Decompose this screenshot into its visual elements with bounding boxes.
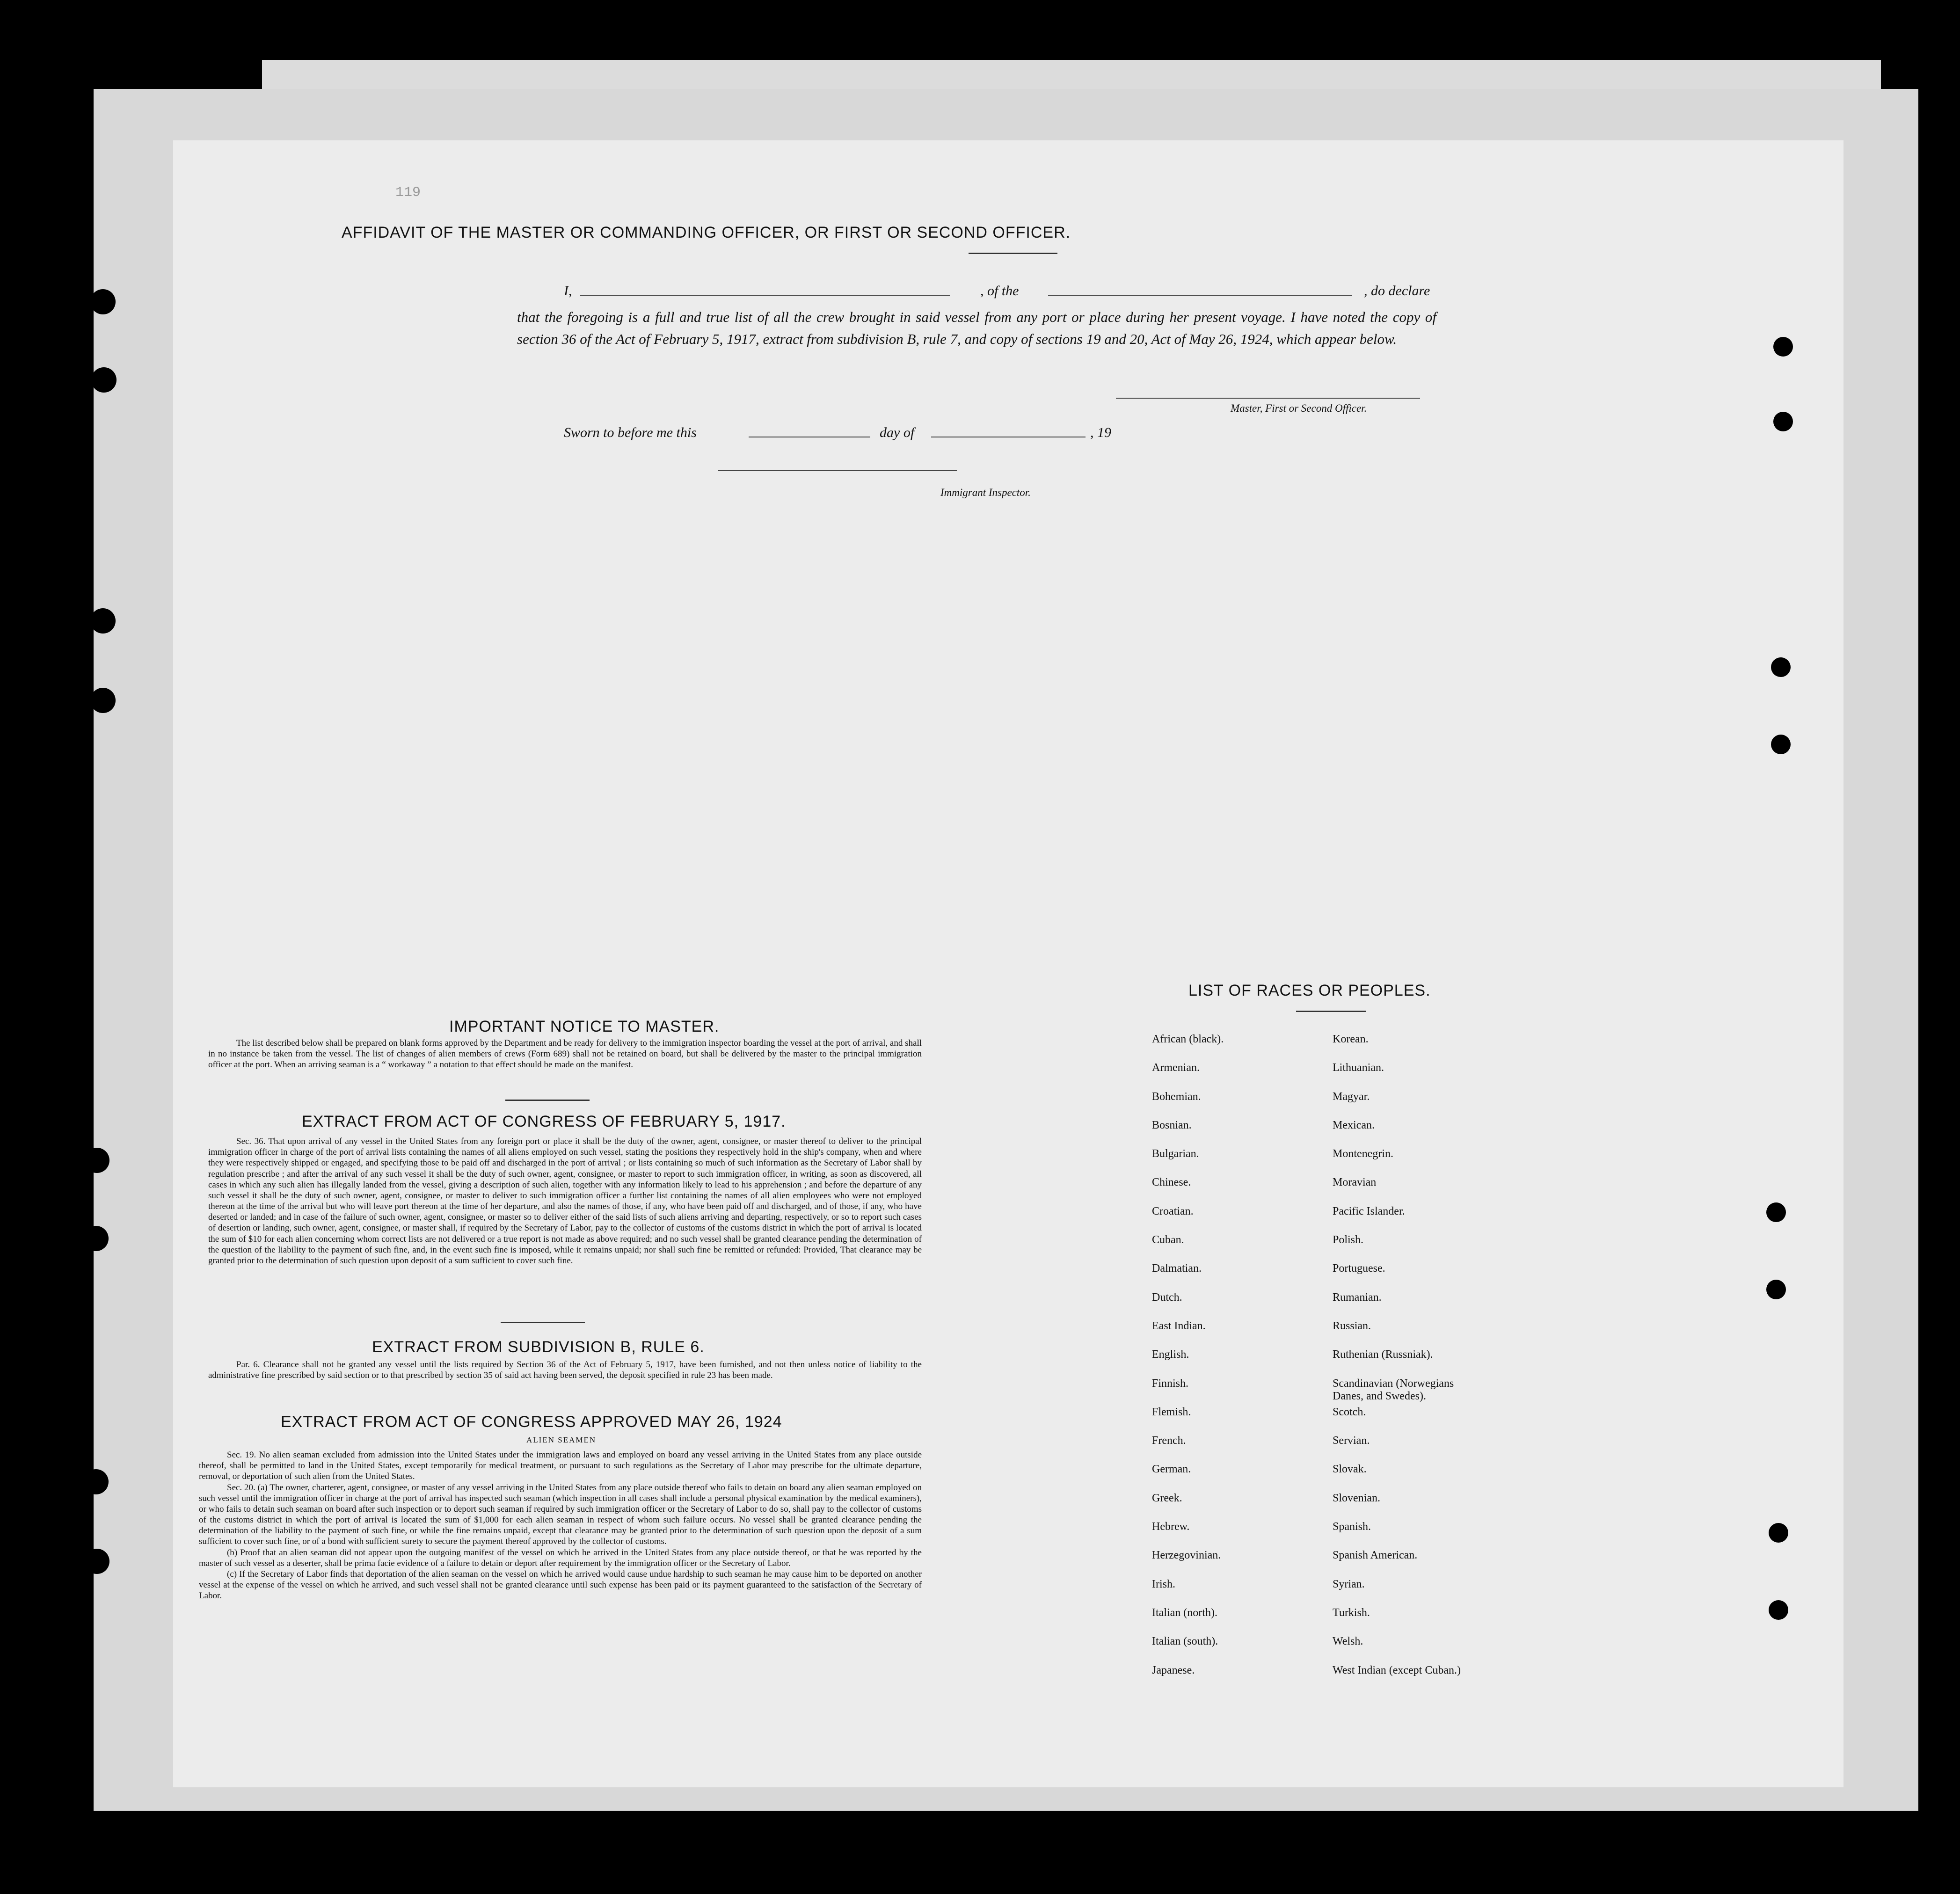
- inspector-label: Immigrant Inspector.: [940, 487, 1031, 498]
- race-item: East Indian.: [1152, 1319, 1206, 1332]
- punch-hole: [1771, 657, 1791, 677]
- punch-hole: [1771, 735, 1791, 754]
- race-item: Spanish.: [1333, 1521, 1371, 1533]
- race-item: Chinese.: [1152, 1176, 1191, 1189]
- races-right-column: [1333, 1033, 1529, 1693]
- sec20b-text: (b) Proof that an alien seaman did not appear upon the outgoing manifest of the vessel on which he arrived in the United States from any place outside thereof, or that he was reported by the master of such vessel as a deserter, shall be prima facie evidence of a failure to detain or deport after requirement by the immigration officer or the Secretary of Labor.: [199, 1547, 922, 1568]
- punch-hole: [90, 289, 116, 314]
- race-item: Bosnian.: [1152, 1119, 1192, 1131]
- race-item: Pacific Islander.: [1333, 1205, 1405, 1217]
- race-item: Dutch.: [1152, 1291, 1182, 1304]
- race-item: English.: [1152, 1348, 1189, 1361]
- affidavit-i-label: I,: [564, 283, 572, 299]
- punch-hole: [91, 367, 117, 393]
- notice-body: [208, 1038, 922, 1071]
- race-item: Japanese.: [1152, 1664, 1195, 1676]
- race-item: Welsh.: [1333, 1635, 1363, 1648]
- punch-hole: [90, 608, 116, 634]
- extract-1924-title: EXTRACT FROM ACT OF CONGRESS APPROVED MAY 26, 1924: [281, 1413, 782, 1431]
- alien-seamen-subtitle: ALIEN SEAMEN: [526, 1435, 597, 1444]
- extract-1917-text: Sec. 36. That upon arrival of any vessel in the United States from any foreign port or place it shall be the duty of the owner, agent, consignee, or master thereof to deliver to the principal immigration officer in charge of the port of arrival lists containing the names of all aliens employed on such vessel, stating the positions they respectively hold in the ship's company, when and where they were respectively shipped or engaged, and specifying those to be paid off and discharged in the port of arrival ; or lists containing so much of such information as the Secretary of Labor shall by regulation prescribe ; and after the arrival of any such vessel it shall be the duty of such owner, agent, consignee, or master to report to such immigration officer, in writing, as soon as discovered, all cases in which any such alien has illegally landed from the vessel, giving a description of such alien, together with any information likely to lead to his apprehension ; and before the departure of any such vessel it shall be the duty of such owner, agent, consignee, or master to deliver to such immigration officer a further list containing the names of all alien employees who were not employed thereon at the time of the arrival but who will leave port thereon at the time of her departure, and also the names of those, if any, who have been paid off and discharged, and of those, if any, who have deserted or landed; and in case of the failure of such owner, agent, consignee, or master so to deliver either of the said lists of such aliens arriving and departing, respectively, or so to report such cases of desertion or landing, such owner, agent, consignee, or master shall, if required by the Secretary of Labor, pay to the collector of customs of the customs district in which the port of arrival is located the sum of $10 for each alien concerning whom correct lists are not delivered or a true report is not made as above required; and no such vessel shall be granted clearance pending the determination of the question of the liability to the payment of such fine, and, in the event such fine is imposed, while it remains unpaid; nor shall such fine be remitted or refunded: Provided, That clearance may be granted prior to the determination of such question upon deposit of a sum sufficient to cover such fine.: [208, 1136, 922, 1266]
- notice-text: The list described below shall be prepared on blank forms approved by the Department and be ready for delivery to the immigration inspector boarding the vessel at the port of arrival, and shall in no instance be taken from the vessel. The list of changes of alien members of crews (Form 689) shall not be retained on board, but shall be delivered by the master to the principal immigration officer at the port. When an arriving seaman is a “ workaway ” a notation to that effect should be made on the manifest.: [208, 1038, 922, 1070]
- punch-hole: [1766, 1280, 1786, 1299]
- race-item: Herzegovinian.: [1152, 1549, 1221, 1562]
- punch-hole: [1773, 337, 1793, 357]
- races-title-rule: [1296, 1011, 1366, 1012]
- inspector-signature-line: [718, 470, 957, 471]
- rule6-body: [208, 1359, 922, 1381]
- section-rule: [501, 1322, 585, 1323]
- extract-1924-body: [199, 1450, 922, 1601]
- rule6-title: EXTRACT FROM SUBDIVISION B, RULE 6.: [372, 1338, 705, 1356]
- race-item: Mexican.: [1333, 1119, 1375, 1131]
- page-number: 119: [395, 185, 421, 201]
- affidavit-title: AFFIDAVIT OF THE MASTER OR COMMANDING OFFICER, OR FIRST OR SECOND OFFICER.: [342, 224, 1071, 241]
- race-item: Bulgarian.: [1152, 1148, 1199, 1160]
- vessel-line: [1048, 295, 1352, 296]
- race-item: Flemish.: [1152, 1406, 1191, 1418]
- race-item: Lithuanian.: [1333, 1062, 1384, 1074]
- notice-title: IMPORTANT NOTICE TO MASTER.: [449, 1018, 720, 1035]
- title-rule: [969, 253, 1057, 254]
- race-item: Bohemian.: [1152, 1090, 1201, 1103]
- race-item: Polish.: [1333, 1234, 1364, 1246]
- affidavit-of-the-label: , of the: [980, 283, 1019, 299]
- race-item: Cuban.: [1152, 1234, 1184, 1246]
- race-item: Montenegrin.: [1333, 1148, 1393, 1160]
- punch-hole: [90, 688, 116, 713]
- punch-hole: [84, 1148, 109, 1173]
- punch-hole: [1769, 1600, 1788, 1620]
- race-item: Servian.: [1333, 1435, 1370, 1447]
- race-item: Moravian: [1333, 1176, 1377, 1189]
- race-item: Armenian.: [1152, 1062, 1200, 1074]
- extract-1917-body: [208, 1136, 922, 1266]
- races-title: LIST OF RACES OR PEOPLES.: [1188, 982, 1431, 999]
- race-item: Portuguese.: [1333, 1262, 1385, 1275]
- race-item: German.: [1152, 1463, 1191, 1476]
- race-item: Slovenian.: [1333, 1492, 1380, 1504]
- sec19-text: Sec. 19. No alien seaman excluded from admission into the United States under the immigration laws and employed on board any vessel arriving in the United States from any place outside thereof, shall be permitted to land in the United States, except temporarily for medical treatment, or pursuant to such regulations as the Secretary of Labor may prescribe for the ultimate departure, removal, or deportation of such alien from the United States.: [199, 1450, 922, 1482]
- race-item: Hebrew.: [1152, 1521, 1190, 1533]
- race-item: Finnish.: [1152, 1377, 1189, 1390]
- punch-hole: [1773, 412, 1793, 431]
- name-line: [580, 295, 950, 296]
- race-item: Russian.: [1333, 1319, 1371, 1332]
- race-item: Turkish.: [1333, 1606, 1370, 1619]
- race-item: Italian (north).: [1152, 1606, 1217, 1619]
- race-item: Rumanian.: [1333, 1291, 1382, 1304]
- race-item: Syrian.: [1333, 1578, 1365, 1590]
- sworn-label: Sworn to before me this: [564, 425, 697, 440]
- affidavit-text: that the foregoing is a full and true list of all the crew brought in said vessel from any port or place during her present voyage. I have noted the copy of section 36 of the Act of February 5, 1917, extract from subdivision B, rule 7, and copy of sections 19 and 20, Act of May 26, 1924, which appear below.: [517, 309, 1436, 347]
- race-item: Greek.: [1152, 1492, 1182, 1504]
- master-label: Master, First or Second Officer.: [1231, 402, 1367, 414]
- race-item: Scandinavian (Norwegians Danes, and Swedes).: [1333, 1377, 1454, 1403]
- extract-1917-title: EXTRACT FROM ACT OF CONGRESS OF FEBRUARY 5, 1917.: [302, 1113, 786, 1130]
- races-left-column: [1152, 1033, 1306, 1693]
- punch-hole: [1766, 1202, 1786, 1222]
- punch-hole: [83, 1469, 109, 1494]
- year-label: , 19: [1090, 425, 1111, 440]
- section-rule: [505, 1100, 590, 1101]
- race-item: Croatian.: [1152, 1205, 1194, 1217]
- race-item: Magyar.: [1333, 1090, 1370, 1103]
- race-item: Korean.: [1333, 1033, 1369, 1045]
- punch-hole: [84, 1549, 109, 1574]
- day-of-label: day of: [880, 425, 915, 440]
- race-item: Irish.: [1152, 1578, 1175, 1590]
- race-item: Slovak.: [1333, 1463, 1367, 1476]
- race-item: Ruthenian (Russniak).: [1333, 1348, 1433, 1361]
- race-item: Spanish American.: [1333, 1549, 1418, 1562]
- race-item: Italian (south).: [1152, 1635, 1218, 1648]
- punch-hole: [83, 1226, 109, 1251]
- sec20a-text: Sec. 20. (a) The owner, charterer, agent, consignee, or master of any vessel arriving in the United States from any place outside thereof who fails to detain on board any alien seaman employed on such vessel until the immigration officer in charge at the port of arrival has inspected such seaman (which inspection in all cases shall include a personal physical examination by the medical examiners), or who fails to detain such seaman on board after such inspection or to deport such seaman if required by such immigration officer or the Secretary of Labor to do so, shall pay to the collector of customs of the customs district in which the port of arrival is located the sum of $1,000 for each alien seaman in respect of whom such failure occurs. No vessel shall be granted clearance pending the determination of the liability to the payment of such fine, or while the fine remains unpaid, except that clearance may be granted prior to the determination of such question upon the deposit of a sum sufficient to cover such fine, or of a bond with sufficient surety to secure the payment thereof approved by the collector of customs.: [199, 1482, 922, 1547]
- race-item: Scotch.: [1333, 1406, 1366, 1418]
- sec20c-text: (c) If the Secretary of Labor finds that deportation of the alien seaman on the vessel on which he arrived would cause undue hardship to such seaman he may cause him to be deported on another vessel at the expense of the vessel on which he arrived, and such vessel shall not be granted clearance until such expense has been paid or its payment guaranteed to the satisfaction of the Secretary of Labor.: [199, 1569, 922, 1601]
- race-item: West Indian (except Cuban.): [1333, 1664, 1461, 1676]
- affidavit-declare-label: , do declare: [1364, 283, 1430, 299]
- race-item: Dalmatian.: [1152, 1262, 1202, 1275]
- punch-hole: [1769, 1523, 1788, 1543]
- race-item: African (black).: [1152, 1033, 1224, 1045]
- rule6-text: Par. 6. Clearance shall not be granted any vessel until the lists required by Section 36 of the Act of February 5, 1917, have been furnished, and not then unless notice of liability to the administrative fine prescribed by said section or to that prescribed by section 35 of said act having been served, the deposit specified in rule 23 has been made.: [208, 1360, 922, 1381]
- affidavit-body: [517, 306, 1436, 350]
- race-item: French.: [1152, 1435, 1186, 1447]
- master-signature-line: [1116, 398, 1420, 399]
